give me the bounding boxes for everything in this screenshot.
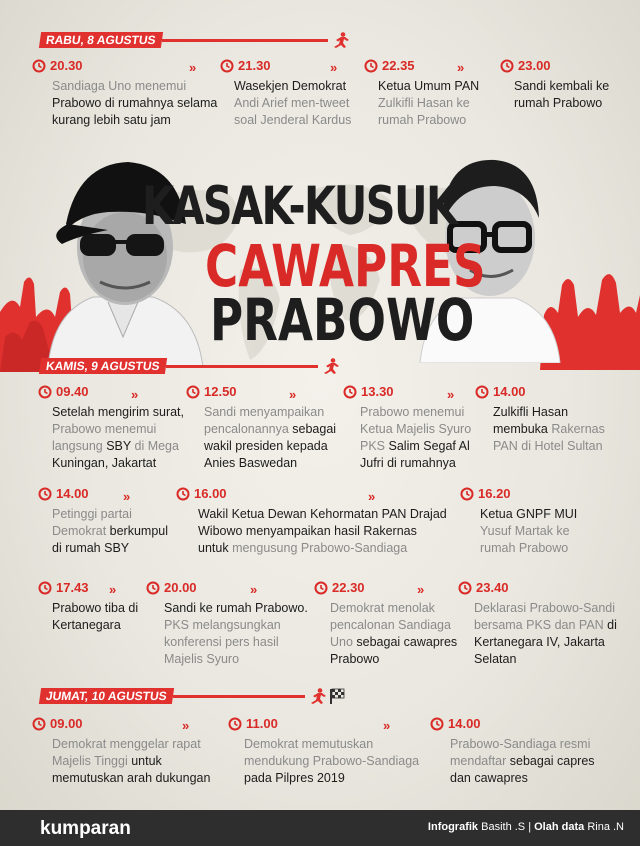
event-text-line: Prabowo tiba di xyxy=(52,601,139,615)
event-text-line: soal Jenderal Kardus xyxy=(234,113,352,127)
event-text-line: Sandiaga Uno menemui xyxy=(52,79,187,93)
event-text-line: Demokrat menggelar rapat xyxy=(52,737,201,751)
chevron-right-icon: » xyxy=(289,387,295,402)
event-0900 xyxy=(32,716,222,787)
event-time: 14.00 xyxy=(448,716,481,731)
clock-icon xyxy=(343,385,357,399)
event-1600 xyxy=(176,486,466,557)
clock-icon xyxy=(146,581,160,595)
event-text-line: Ketua Umum PAN xyxy=(378,79,480,93)
brand-logo: kumparan xyxy=(40,818,131,839)
event-2030 xyxy=(32,58,232,129)
event-text-line: memutuskan arah dukungan xyxy=(52,771,211,785)
event-1743 xyxy=(38,580,148,634)
event-time: 16.20 xyxy=(478,486,511,501)
event-time: 21.30 xyxy=(238,58,271,73)
event-text-line: Majelis Syuro xyxy=(164,652,240,666)
event-text-line: Demokrat menolak xyxy=(330,601,435,615)
chevron-right-icon: » xyxy=(383,718,389,733)
event-text-part: mendaftar xyxy=(450,754,510,768)
event-text-line: Wakil Ketua Dewan Kehormatan PAN Drajad xyxy=(198,507,447,521)
event-text-part: Uno xyxy=(330,635,357,649)
clock-icon xyxy=(500,59,514,73)
event-time: 20.30 xyxy=(50,58,83,73)
clock-icon xyxy=(364,59,378,73)
clock-icon xyxy=(38,487,52,501)
event-text-bold: membuka xyxy=(493,422,552,436)
event-text-line: Prabowo-Sandiaga resmi xyxy=(450,737,591,751)
event-time: 13.30 xyxy=(361,384,394,399)
runner-icon xyxy=(328,32,350,48)
event-text-line: Wibowo menyampaikan hasil Rakernas xyxy=(198,524,417,538)
credit-separator: | xyxy=(528,821,532,833)
event-time: 09.40 xyxy=(56,384,89,399)
chevron-right-icon: » xyxy=(109,582,115,597)
event-text-bold: untuk xyxy=(131,754,162,768)
event-text-line: Anies Baswedan xyxy=(204,456,298,470)
event-text-bold: di xyxy=(607,618,617,632)
event-text-bold: sebagai xyxy=(292,422,337,436)
event-text-line: kurang lebih satu jam xyxy=(52,113,171,127)
day-band-2 xyxy=(40,358,340,374)
event-text-line: Prabowo menemui xyxy=(360,405,465,419)
event-2340 xyxy=(458,580,628,668)
event-text-part: Demokrat xyxy=(52,524,110,538)
event-text-line: Prabowo menemui xyxy=(52,422,157,436)
credit-data-label: Olah data xyxy=(534,821,585,833)
credit-infografik-name: Basith .S xyxy=(481,821,526,833)
event-text-bold: Salim Segaf Al xyxy=(388,439,470,453)
event-text-line: Kuningan, Jakartat xyxy=(52,456,157,470)
clock-icon xyxy=(176,487,190,501)
day-label-3: JUMAT, 10 AGUSTUS xyxy=(39,688,174,704)
event-text-line: mendukung Prabowo-Sandiaga xyxy=(244,754,420,768)
event-1400-c xyxy=(430,716,620,787)
clock-icon xyxy=(32,59,46,73)
event-time: 14.00 xyxy=(56,486,89,501)
event-1620 xyxy=(460,486,625,557)
title-line-1: KASAK-KUSUK xyxy=(142,176,457,237)
title-line-2: CAWAPRES xyxy=(205,232,486,300)
event-text-line: konferensi pers hasil xyxy=(164,635,279,649)
event-text-bold: sebagai cawapres xyxy=(356,635,458,649)
event-text-line: Selatan xyxy=(474,652,517,666)
event-2130 xyxy=(220,58,370,129)
event-1400-a xyxy=(475,384,625,455)
event-text-part: bersama PKS dan PAN xyxy=(474,618,608,632)
day-line-3 xyxy=(173,695,305,698)
chevron-right-icon: » xyxy=(457,60,463,75)
event-text-line: pencalonan Sandiaga xyxy=(330,618,451,632)
event-text-part: pencalonannya xyxy=(204,422,293,436)
event-text-part: di Mega xyxy=(131,439,179,453)
credit-infografik-label: Infografik xyxy=(427,821,479,833)
event-2235 xyxy=(364,58,494,129)
event-time: 17.43 xyxy=(56,580,89,595)
credit-data-name: Rina .N xyxy=(587,821,624,833)
clock-icon xyxy=(38,385,52,399)
chevron-right-icon: » xyxy=(131,387,137,402)
event-text-part: Majelis Tinggi xyxy=(52,754,132,768)
clock-icon xyxy=(38,581,52,595)
day-band-1 xyxy=(40,32,350,48)
event-time: 23.00 xyxy=(518,58,551,73)
event-text-line: dan cawapres xyxy=(450,771,528,785)
event-text-line: di rumah SBY xyxy=(52,541,130,555)
event-text-bold: sebagai capres xyxy=(509,754,595,768)
day-label-1: RABU, 8 AGUSTUS xyxy=(39,32,163,48)
event-1100 xyxy=(228,716,428,787)
event-text-line: PAN di Hotel Sultan xyxy=(493,439,603,453)
event-text-bold: SBY xyxy=(106,439,132,453)
runner-icon xyxy=(318,358,340,374)
event-text-line: Kertanegara xyxy=(52,618,121,632)
credits xyxy=(428,821,624,833)
event-text-line: pada Pilpres 2019 xyxy=(244,771,345,785)
title-line-3: PRABOWO xyxy=(210,286,475,354)
event-time: 12.50 xyxy=(204,384,237,399)
finish-flag-icon xyxy=(329,688,345,704)
event-0940 xyxy=(38,384,198,472)
chevron-right-icon: » xyxy=(123,489,129,504)
event-2300 xyxy=(500,58,620,112)
day-label-2: KAMIS, 9 AGUSTUS xyxy=(39,358,167,374)
event-text-line: Prabowo xyxy=(330,652,380,666)
event-time: 23.40 xyxy=(476,580,509,595)
clock-icon xyxy=(475,385,489,399)
event-time: 22.30 xyxy=(332,580,365,595)
event-text-line: Kertanegara IV, Jakarta xyxy=(474,635,605,649)
event-text-line: Ketua GNPF MUI xyxy=(480,507,578,521)
event-text-line: wakil presiden kepada xyxy=(204,439,328,453)
event-text-line: Yusuf Martak ke xyxy=(480,524,570,538)
event-1250 xyxy=(186,384,346,472)
event-time: 20.00 xyxy=(164,580,197,595)
chevron-right-icon: » xyxy=(330,60,336,75)
event-text-line: Sandi menyampaikan xyxy=(204,405,325,419)
clock-icon xyxy=(460,487,474,501)
event-text-line: rumah Prabowo xyxy=(378,113,467,127)
event-text-part: mengusung Prabowo-Sandiaga xyxy=(228,541,408,555)
event-2230 xyxy=(314,580,464,668)
day-band-3 xyxy=(40,688,345,704)
clock-icon xyxy=(186,385,200,399)
event-text-line: Setelah mengirim surat, xyxy=(52,405,185,419)
clock-icon xyxy=(314,581,328,595)
chevron-right-icon: » xyxy=(250,582,256,597)
clock-icon xyxy=(430,717,444,731)
clock-icon xyxy=(220,59,234,73)
event-text-line: Sandi kembali ke xyxy=(514,79,610,93)
day-line-2 xyxy=(166,365,318,368)
event-text-line: Ketua Majelis Syuro xyxy=(360,422,472,436)
event-text-part: langsung xyxy=(52,439,107,453)
event-text-line: Andi Arief men-tweet xyxy=(234,96,350,110)
event-text-bold: untuk xyxy=(198,541,229,555)
clock-icon xyxy=(228,717,242,731)
event-2000 xyxy=(146,580,321,668)
event-text-line: rumah Prabowo xyxy=(514,96,603,110)
event-text-line: Deklarasi Prabowo-Sandi xyxy=(474,601,616,615)
event-text-line: Zulkifli Hasan ke xyxy=(378,96,470,110)
event-text-line: Zulkifli Hasan xyxy=(493,405,569,419)
footer-bar xyxy=(0,810,640,846)
event-text-line: Sandi ke rumah Prabowo. xyxy=(164,601,308,615)
chevron-right-icon: » xyxy=(447,387,453,402)
event-text-bold: Prabowo xyxy=(52,96,102,110)
runner-icon xyxy=(305,688,327,704)
event-text-part: Rakernas xyxy=(551,422,605,436)
event-text-line: rumah Prabowo xyxy=(480,541,569,555)
event-text-line: Wasekjen Demokrat xyxy=(234,79,347,93)
event-text-bold: berkumpul xyxy=(109,524,169,538)
chevron-right-icon: » xyxy=(368,489,374,504)
chevron-right-icon: » xyxy=(182,718,188,733)
event-text-line: Jufri di rumahnya xyxy=(360,456,456,470)
event-text-part: PKS xyxy=(360,439,389,453)
event-time: 11.00 xyxy=(246,716,278,731)
day-line-1 xyxy=(162,39,328,42)
chevron-right-icon: » xyxy=(417,582,423,597)
event-text-line: Petinggi partai xyxy=(52,507,132,521)
event-text-bold: di rumahnya selama xyxy=(101,96,218,110)
event-1400-b xyxy=(38,486,188,557)
event-time: 16.00 xyxy=(194,486,227,501)
event-time: 22.35 xyxy=(382,58,415,73)
event-text-line: PKS melangsungkan xyxy=(164,618,281,632)
event-1330 xyxy=(343,384,483,472)
chevron-right-icon: » xyxy=(189,60,195,75)
clock-icon xyxy=(32,717,46,731)
event-time: 09.00 xyxy=(50,716,83,731)
event-time: 14.00 xyxy=(493,384,526,399)
event-text-line: Demokrat memutuskan xyxy=(244,737,374,751)
clock-icon xyxy=(458,581,472,595)
